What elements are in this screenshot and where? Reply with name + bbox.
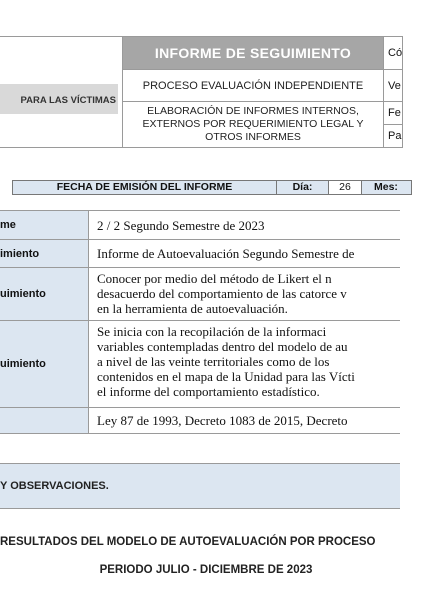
subprocess-name: ELABORACIÓN DE INFORMES INTERNOS, EXTERNOS POR REQUERIMIENTO LEGAL Y OTROS INFORMES [122,101,384,148]
info-row-value: 2 / 2 Segundo Semestre de 2023 [97,217,265,233]
date-field-label: Fe [383,101,403,125]
info-row-legal [0,407,400,434]
info-row-name [0,210,400,239]
entity-name-label: PARA LAS VÍCTIMAS [20,95,116,106]
info-row-objective [0,267,400,320]
observations-heading: Y OBSERVACIONES. [0,480,109,492]
month-label: Mes: [374,181,398,193]
info-row-label: imiento [0,240,89,267]
info-row-value: Ley 87 de 1993, Decreto 1083 de 2015, Decreto [97,413,348,428]
report-title: INFORME DE SEGUIMIENTO [154,45,352,61]
info-row-type [0,239,400,267]
info-row-label [0,408,89,433]
period-title: PERIODO JULIO - DICIEMBRE DE 2023 [99,564,313,576]
info-row-methodology [0,320,400,407]
logo-area [0,36,123,148]
info-row-value: Informe de Autoevaluación Segundo Semestre de [97,246,355,261]
process-name: PROCESO EVALUACIÓN INDEPENDIENTE [122,69,384,102]
info-row-label: me [0,211,89,239]
info-row-value: Conocer por medio del método de Likert el n desacuerdo del comportamiento de las catorce v en la herramienta de autoevaluación. [97,271,347,316]
day-value: 26 [329,181,362,194]
observations-section [0,463,400,509]
info-row-label: uimiento [0,268,89,320]
issue-date-label: FECHA DE EMISIÓN DEL INFORME [13,181,277,194]
code-label: Có [383,36,403,70]
info-row-value: Se inicia con la recopilación de la informaci variables contempladas dentro del modelo de au a nivel de las veinte territoriales como de los contenidos en el mapa de la Unidad para las Vícti el informe del comportamiento estadístico. [97,324,355,399]
version-label: Ve [383,69,403,102]
results-title: RESULTADOS DEL MODELO DE AUTOEVALUACIÓN POR PROCESO [0,536,376,548]
day-label: Día: [277,181,329,194]
info-row-label: uimiento [0,321,89,407]
page-field-label: Pa [383,124,403,148]
report-title-cell [122,36,384,70]
issue-date-row [12,180,412,195]
